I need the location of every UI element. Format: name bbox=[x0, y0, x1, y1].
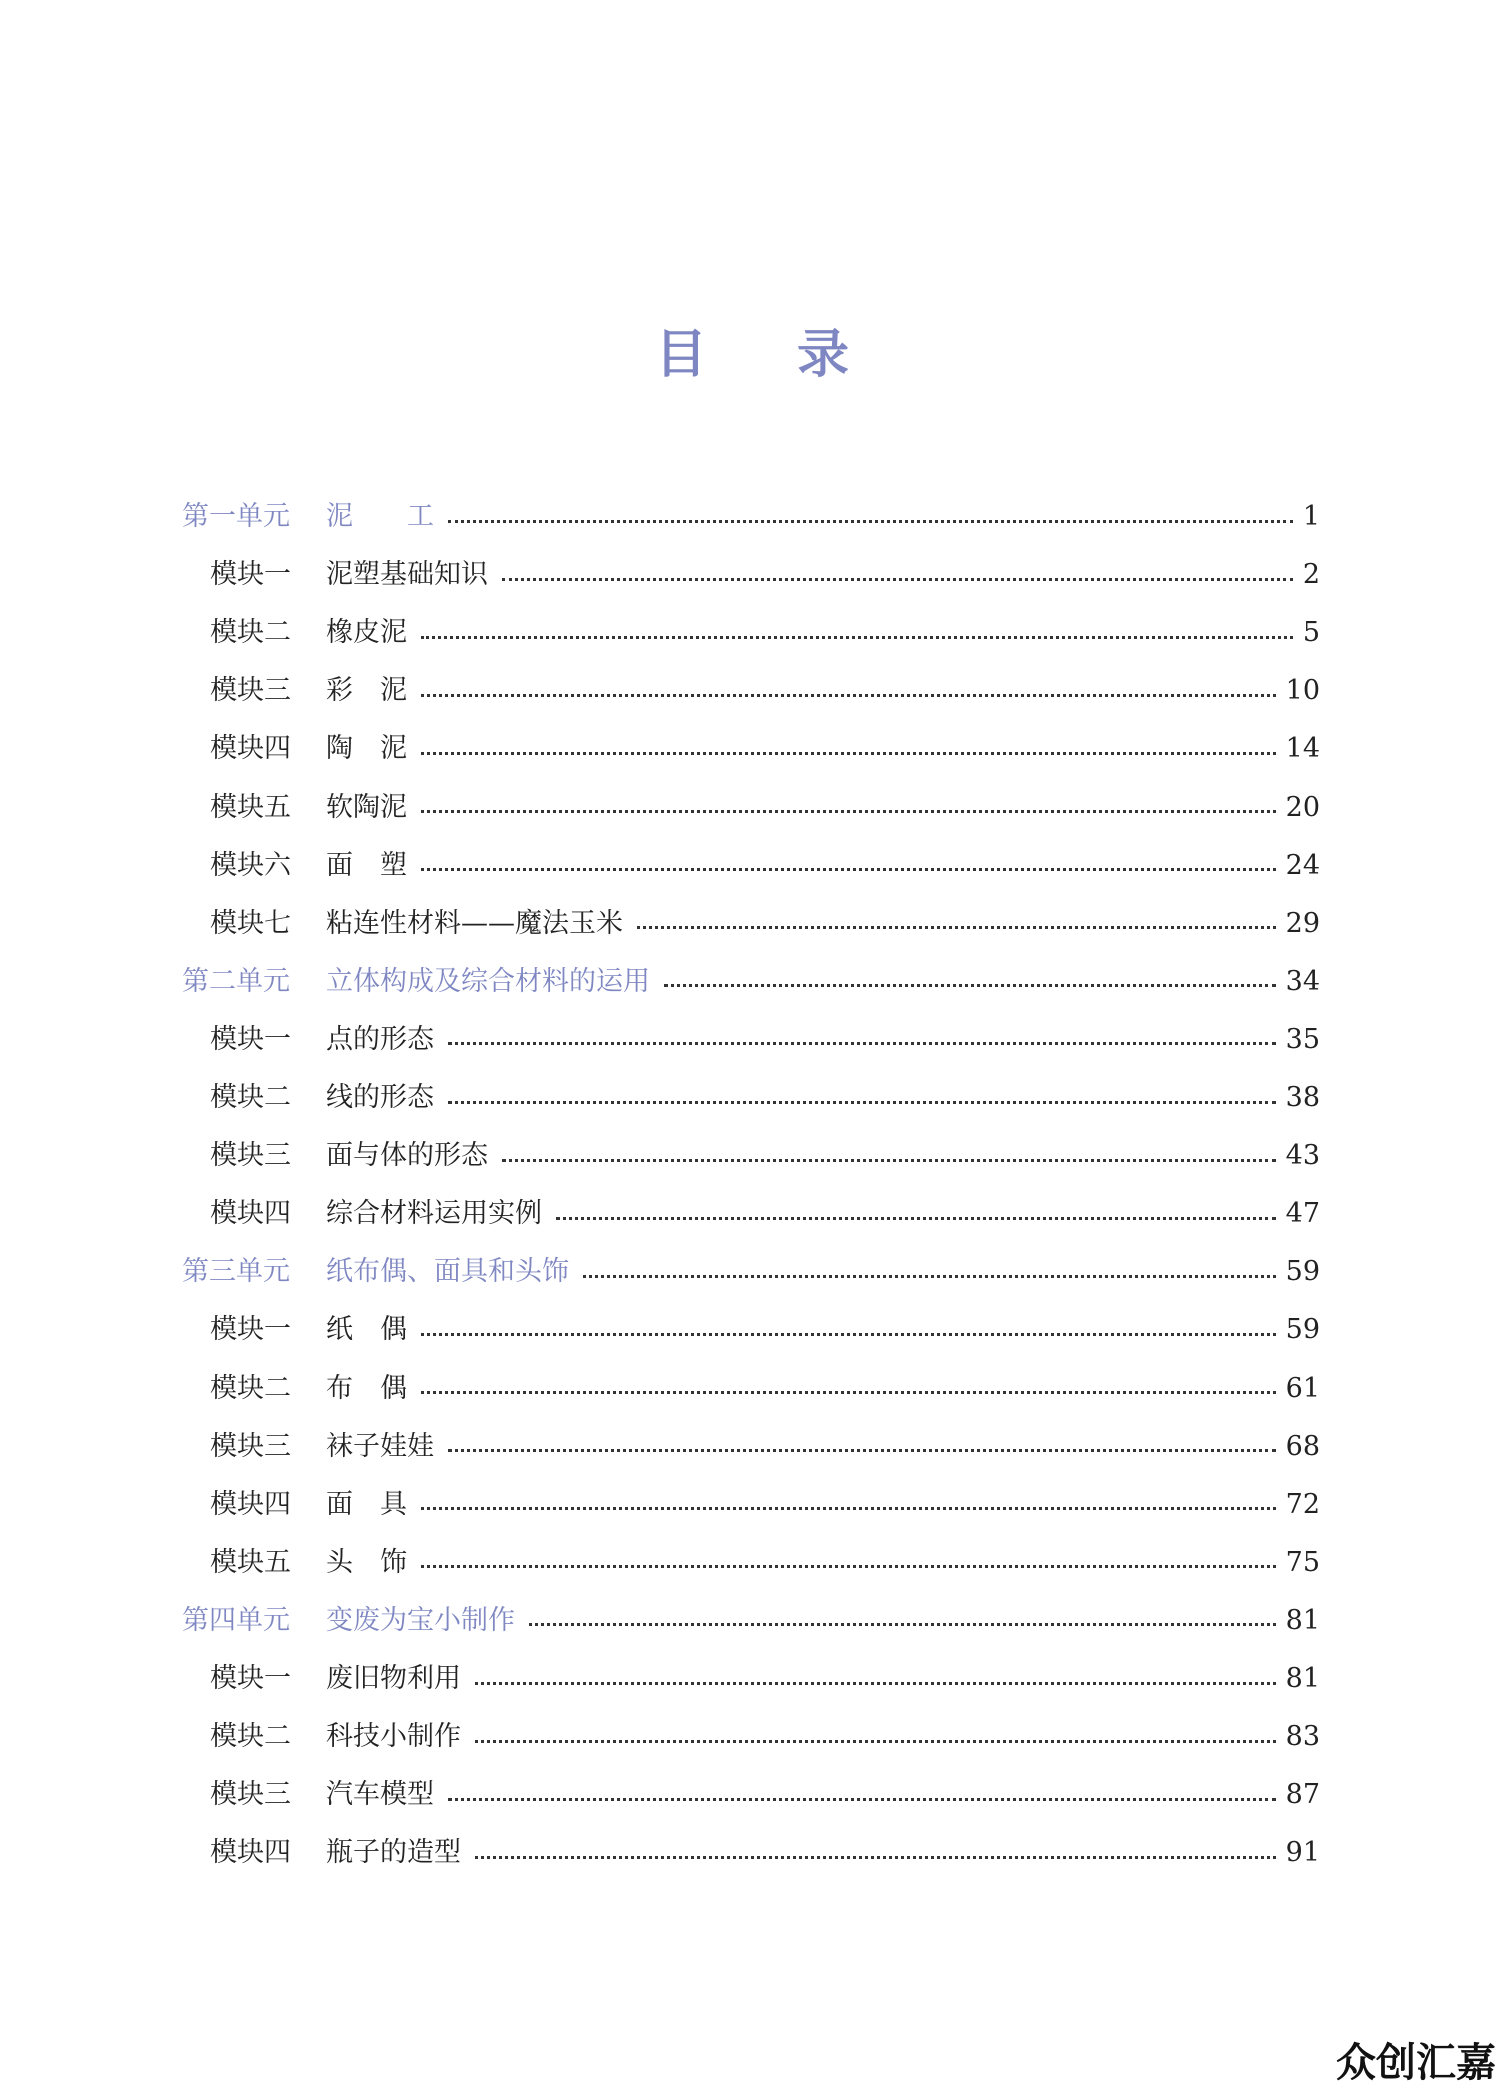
toc-module-label: 模块五 bbox=[210, 791, 291, 823]
toc-page-number: 38 bbox=[1285, 1082, 1320, 1113]
dot-leader bbox=[502, 1159, 1276, 1162]
toc-unit-row bbox=[182, 1252, 1320, 1292]
toc-module-label: 模块二 bbox=[210, 1082, 291, 1113]
toc-entry-title: 布 偶 bbox=[326, 1372, 407, 1404]
toc-module-label: 模块一 bbox=[210, 559, 291, 591]
dot-leader bbox=[448, 520, 1293, 523]
dot-leader bbox=[421, 1333, 1276, 1336]
toc-page-number: 91 bbox=[1285, 1837, 1320, 1869]
toc-page-number: 14 bbox=[1285, 733, 1320, 765]
toc-module-row bbox=[210, 1485, 1320, 1525]
toc-unit-label: 第三单元 bbox=[182, 1256, 290, 1288]
toc-page-number: 35 bbox=[1285, 1023, 1320, 1055]
toc-entry-title: 头 饰 bbox=[326, 1546, 407, 1578]
toc-page-number: 29 bbox=[1285, 907, 1320, 939]
toc-entry-title: 纸布偶、面具和头饰 bbox=[326, 1256, 569, 1288]
toc-page-number: 24 bbox=[1285, 849, 1320, 881]
toc-entry-title: 面 具 bbox=[326, 1488, 407, 1520]
toc-module-row bbox=[210, 1136, 1320, 1176]
dot-leader bbox=[556, 1217, 1276, 1220]
toc-module-label: 模块三 bbox=[210, 1430, 291, 1462]
dot-leader bbox=[583, 1275, 1276, 1278]
dot-leader bbox=[448, 1101, 1276, 1104]
toc-page-number: 81 bbox=[1285, 1604, 1320, 1636]
toc-unit-label: 第四单元 bbox=[182, 1604, 290, 1636]
dot-leader bbox=[421, 694, 1276, 697]
dot-leader bbox=[421, 636, 1293, 639]
toc-entry-title: 陶 泥 bbox=[326, 733, 407, 765]
toc-module-label: 模块四 bbox=[210, 1198, 291, 1230]
toc-module-label: 模块五 bbox=[210, 1546, 291, 1578]
toc-entry-title: 科技小制作 bbox=[326, 1721, 461, 1753]
toc-entry-title: 变废为宝小制作 bbox=[326, 1604, 515, 1636]
dot-leader bbox=[448, 1042, 1276, 1045]
toc-module-label: 模块四 bbox=[210, 733, 291, 765]
dot-leader bbox=[637, 926, 1276, 929]
toc-unit-row bbox=[182, 962, 1320, 1002]
toc-module-label: 模块四 bbox=[210, 1837, 291, 1869]
toc-unit-row bbox=[182, 497, 1320, 537]
toc-page-number: 34 bbox=[1285, 965, 1320, 997]
toc-entry-title: 废旧物利用 bbox=[326, 1663, 461, 1694]
toc-unit-label: 第一单元 bbox=[182, 501, 290, 532]
toc-module-row bbox=[210, 1427, 1320, 1467]
toc-module-label: 模块六 bbox=[210, 849, 291, 881]
toc-entry-title: 面 塑 bbox=[326, 849, 407, 881]
toc-page-number: 2 bbox=[1302, 559, 1320, 591]
toc-page-number: 5 bbox=[1302, 617, 1320, 649]
toc-entry-title: 汽车模型 bbox=[326, 1779, 434, 1811]
dot-leader bbox=[475, 1740, 1276, 1743]
toc-module-label: 模块三 bbox=[210, 675, 291, 707]
toc-module-label: 模块三 bbox=[210, 1779, 291, 1811]
toc-page-number: 47 bbox=[1285, 1198, 1320, 1230]
toc-page-number: 83 bbox=[1285, 1721, 1320, 1753]
toc-page-number: 75 bbox=[1285, 1546, 1320, 1578]
toc-module-label: 模块四 bbox=[210, 1488, 291, 1520]
dot-leader bbox=[421, 1391, 1276, 1394]
toc-module-row bbox=[210, 904, 1320, 944]
toc-entry-title: 瓶子的造型 bbox=[326, 1837, 461, 1869]
toc-module-label: 模块二 bbox=[210, 617, 291, 649]
toc-entry-title: 面与体的形态 bbox=[326, 1140, 488, 1172]
toc-entry-title: 线的形态 bbox=[326, 1082, 434, 1113]
toc-entry-title: 彩 泥 bbox=[326, 675, 407, 707]
toc-page-number: 1 bbox=[1302, 501, 1320, 532]
toc-module-row bbox=[210, 1659, 1320, 1699]
watermark-logo: 众创汇嘉 bbox=[1336, 2040, 1496, 2086]
title-char-2: 录 bbox=[797, 324, 850, 385]
toc-unit-label: 第二单元 bbox=[182, 965, 290, 997]
page-title bbox=[0, 312, 1504, 387]
toc-entry-title: 橡皮泥 bbox=[326, 617, 407, 649]
toc-module-label: 模块一 bbox=[210, 1663, 291, 1694]
toc-module-row bbox=[210, 788, 1320, 828]
toc-module-row bbox=[210, 1020, 1320, 1060]
toc-module-row bbox=[210, 1194, 1320, 1234]
toc-page-number: 59 bbox=[1285, 1314, 1320, 1346]
toc-module-row bbox=[210, 729, 1320, 769]
dot-leader bbox=[475, 1682, 1276, 1685]
toc-module-label: 模块七 bbox=[210, 907, 291, 939]
toc-page-number: 20 bbox=[1285, 791, 1320, 823]
toc-page-number: 10 bbox=[1285, 675, 1320, 707]
toc-module-row bbox=[210, 555, 1320, 595]
dot-leader bbox=[502, 578, 1293, 581]
toc-entry-title: 点的形态 bbox=[326, 1023, 434, 1055]
dot-leader bbox=[421, 752, 1276, 755]
toc-module-row bbox=[210, 846, 1320, 886]
dot-leader bbox=[421, 868, 1276, 871]
dot-leader bbox=[448, 1449, 1276, 1452]
toc-entry-title: 综合材料运用实例 bbox=[326, 1198, 542, 1230]
toc-module-row bbox=[210, 613, 1320, 653]
toc-page-number: 43 bbox=[1285, 1140, 1320, 1172]
toc-entry-title: 纸 偶 bbox=[326, 1314, 407, 1346]
toc-module-row bbox=[210, 1310, 1320, 1350]
toc-page-number: 68 bbox=[1285, 1430, 1320, 1462]
dot-leader bbox=[664, 984, 1276, 987]
dot-leader bbox=[421, 1565, 1276, 1568]
toc-module-label: 模块一 bbox=[210, 1314, 291, 1346]
toc-entry-title: 泥塑基础知识 bbox=[326, 559, 488, 591]
toc-module-row bbox=[210, 1717, 1320, 1757]
toc-page-number: 72 bbox=[1285, 1488, 1320, 1520]
toc-module-label: 模块二 bbox=[210, 1721, 291, 1753]
toc-page-number: 81 bbox=[1285, 1663, 1320, 1694]
toc-page-number: 87 bbox=[1285, 1779, 1320, 1811]
toc-module-row bbox=[210, 671, 1320, 711]
toc-page-number: 59 bbox=[1285, 1256, 1320, 1288]
dot-leader bbox=[421, 810, 1276, 813]
toc-module-label: 模块一 bbox=[210, 1023, 291, 1055]
toc-module-label: 模块二 bbox=[210, 1372, 291, 1404]
toc-entry-title: 立体构成及综合材料的运用 bbox=[326, 965, 650, 997]
toc-module-row bbox=[210, 1833, 1320, 1873]
toc-module-label: 模块三 bbox=[210, 1140, 291, 1172]
toc-entry-title: 软陶泥 bbox=[326, 791, 407, 823]
toc-entry-title: 袜子娃娃 bbox=[326, 1430, 434, 1462]
toc-module-row bbox=[210, 1078, 1320, 1118]
toc-unit-row bbox=[182, 1601, 1320, 1641]
toc-page-number: 61 bbox=[1285, 1372, 1320, 1404]
toc-module-row bbox=[210, 1775, 1320, 1815]
toc-module-row bbox=[210, 1543, 1320, 1583]
toc-entry-title: 泥 工 bbox=[326, 501, 434, 532]
title-char-1: 目 bbox=[654, 324, 707, 385]
dot-leader bbox=[448, 1798, 1276, 1801]
dot-leader bbox=[529, 1623, 1276, 1626]
dot-leader bbox=[475, 1856, 1276, 1859]
toc-module-row bbox=[210, 1369, 1320, 1409]
toc-entry-title: 粘连性材料——魔法玉米 bbox=[326, 907, 623, 939]
dot-leader bbox=[421, 1507, 1276, 1510]
